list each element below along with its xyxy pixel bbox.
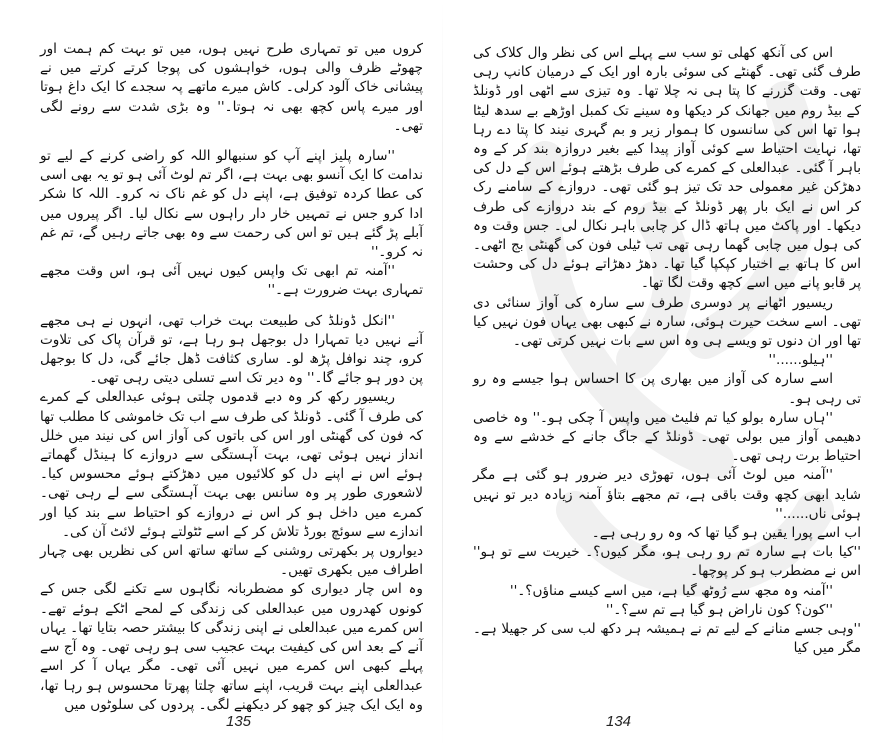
paragraph: ''ہیلو......'': [768, 352, 833, 369]
paragraph: ریسیور رکھ کر وہ دبے قدموں چلتی ہوئی عبدالعلی کے کمرے کی طرف آ گئی۔ ڈونلڈ کی طرف سے اب تک خاموشی کا مطلب تھا کہ فون کی گھنٹی اور اس کی باتوں کی آواز اس کی نیند میں خلل انداز نہیں ہوئی تھی، بہت آہستگی سے دروازے کا ہینڈل گھماتے ہوئے اس نے اپنے دل کو کلائیوں میں دھڑکتے ہوئے محسوس کیا۔ لاشعوری طور پر وہ سانس بھی بہت آہستگی سے لے رہی تھی۔ کمرے میں داخل ہو کر اس نے دروازے کو احتیاط سے بند کیا اور اندازے سے سوئچ بورڈ تلاش کر کے اسے ٹٹولتے ہوئے لائٹ آن کی۔: [40, 389, 423, 540]
paragraph: ''کون؟ کون ناراض ہو گیا ہے تم سے؟۔'': [605, 601, 833, 618]
paragraph: ''سارہ پلیز اپنے آپ کو سنبھالو اللہ کو راضی کرنے کے لیے تو ندامت کا ایک آنسو بھی بہت ہے، اگر تم لوٹ آئی ہو تو یہ بھی اسی کی عطا کردہ توفیق ہے، اپنے دل کو غم ناک نہ کرو۔ اللہ کا شکر ادا کرو جس نے تمہیں خار دار راہوں سے نکال لیا۔ اگر پیروں میں آبلے پڑ گئے ہیں تو اس کی رحمت سے وہ بھی جاتے رہیں گے، تم غم نہ کرو۔'': [40, 148, 423, 261]
page-body: [473, 44, 861, 659]
page-number: 135: [226, 713, 252, 730]
paragraph: ''ہاں سارہ بولو کیا تم فلیٹ میں واپس آ چکی ہو۔'' وہ خاصی دھیمی آواز میں بولی تھی۔ ڈونلڈ کے جاگ جانے کے خدشے سے وہ احتیاط برت رہی تھی۔: [473, 409, 861, 465]
paragraph: وہ اس چار دیواری کو مضطربانہ نگاہوں سے تکنے لگی جس کے کونوں کھدروں میں عبدالعلی کی زندگی کے لمحے اٹکے ہوئے تھے۔ اس کمرے میں عبدالعلی نے اپنی زندگی کا بیشتر حصہ بتایا تھا۔ یہاں آنے کے بعد اس کی کیفیت بہت عجیب سی ہو رہی تھی۔ وہ آج سے پہلے کبھی اس کمرے میں نہیں آئی تھی۔ مگر یہاں آ کر اسے عبدالعلی اپنے بہت قریب، اپنے ساتھ چلتا پھرتا محسوس ہو رہا تھا، وہ ایک ایک چیز کو چھو کر دیکھنے لگی۔ پردوں کی سلوٹوں میں: [40, 581, 423, 713]
paragraph: اب اسے پورا یقین ہو گیا تھا کہ وہ رو رہی ہے۔: [591, 525, 861, 542]
page-body: [40, 40, 423, 715]
paragraph: ''آمنہ وہ مجھ سے رُوٹھ گیا ہے، میں اسے کیسے مناؤں؟۔'': [509, 582, 833, 599]
paragraph: کروں میں تو تمہاری طرح نہیں ہوں، میں تو بہت کم ہمت اور چھوٹے ظرف والی ہوں، خواہشوں کی پوجا کرتے کرتے میں نے پیشانی خاک آلود کرلی۔ کاش میرے ماتھے پہ سجدے کا ایک داغ ہوتا اور میرے پاس کچھ بھی نہ ہوتا۔'' وہ بڑی شدت سے رونے لگی تھی۔: [40, 41, 423, 134]
paragraph: ''آمنہ میں لوٹ آئی ہوں، تھوڑی دیر ضرور ہو گئی ہے مگر شاید ابھی کچھ وقت باقی ہے، تم مجھے بتاؤ آمنہ زیادہ دیر تو نہیں ہوئی ناں......'': [473, 467, 861, 522]
paragraph: اسے سارہ کی آواز میں بھاری پن کا احساس ہوا جیسے وہ رو تی رہی ہو۔: [473, 371, 861, 407]
paragraph: ریسیور اٹھانے پر دوسری طرف سے سارہ کی آواز سنائی دی تھی۔ اسے سخت حیرت ہوئی، سارہ نے کبھی بھی یہاں فون نہیں کیا تھا اور ان دنوں تو ویسے ہی وہ اس سے بات نہیں کرتی تھی۔: [473, 294, 861, 350]
paragraph: ''آمنہ تم ابھی تک واپس کیوں نہیں آئی ہو، اس وقت مجھے تمہاری بہت ضرورت ہے۔'': [40, 263, 423, 299]
page-number: 134: [606, 713, 632, 730]
paragraph: دیواروں پر بکھرتی روشنی کے ساتھ ساتھ اس کی نظریں بھی چہار اطراف میں بکھری تھیں۔: [40, 543, 423, 579]
page-135: [0, 0, 443, 746]
paragraph: ''وہی جسے منانے کے لیے تم نے ہمیشہ ہر دکھ لب سی کر جھیلا ہے۔ مگر میں کیا: [473, 621, 861, 657]
paragraph: اس کی آنکھ کھلی تو سب سے پہلے اس کی نظر وال کلاک کی طرف گئی تھی۔ گھنٹے کی سوئی بارہ اور ایک کے درمیان کانپ رہی تھی۔ وقت گزرنے کا پتا ہی نہ چلا تھا۔ وہ تیزی سے اٹھی اور ڈونلڈ کے بیڈ روم میں جھانک کر دیکھا وہ سینے تک کمبل اوڑھے بے سدھ لیٹا ہوا تھا اس کی سانسوں کا ہموار زیر و بم گہری نیند کا پتا دے رہا تھا، نہایت احتیاط سے کوئی آواز پیدا کیے بغیر دروازہ بند کر کے وہ باہر آ گئی۔ عبدالعلی کے کمرے کی طرف بڑھتے ہوئے اس کے دل کی دھڑکن غیر معمولی حد تک تیز ہو گئی تھی۔ دروازے کے سامنے رک کر اس نے ایک بار پھر ڈونلڈ کے بیڈ روم کے بند دروازے کی طرف دیکھا۔ اور پاکٹ میں ہاتھ ڈال کر چابی باہر نکال لی۔ جس وقت وہ کی ہول میں چابی گھما رہی تھی تب ٹیلی فون کی گھنٹی بج اٹھی۔ اس کا ہاتھ بے اختیار کپکپا گیا تھا۔ دھڑ دھڑاتے ہوئے دل کی وحشت پر قابو پانے میں اسے کچھ وقت لگا تھا۔: [473, 45, 861, 292]
paragraph: ''کیا بات ہے سارہ تم رو رہی ہو، مگر کیوں؟۔ خیریت سے تو ہو'' اس نے مضطرب ہو کر پوچھا۔: [473, 544, 861, 580]
page-134: [443, 0, 887, 746]
paragraph: ''انکل ڈونلڈ کی طبیعت بہت خراب تھی، انہوں نے ہی مجھے آنے نہیں دیا تمہارا دل بوجھل ہو رہا ہے، تو قرآن پاک کی تلاوت کرو، چند نوافل پڑھ لو۔ ساری کثافت ڈھل جائے گی، دل کا بوجھل پن دور ہو جائے گا۔'' وہ دیر تک اسے تسلی دیتی رہی تھی۔: [40, 312, 423, 387]
